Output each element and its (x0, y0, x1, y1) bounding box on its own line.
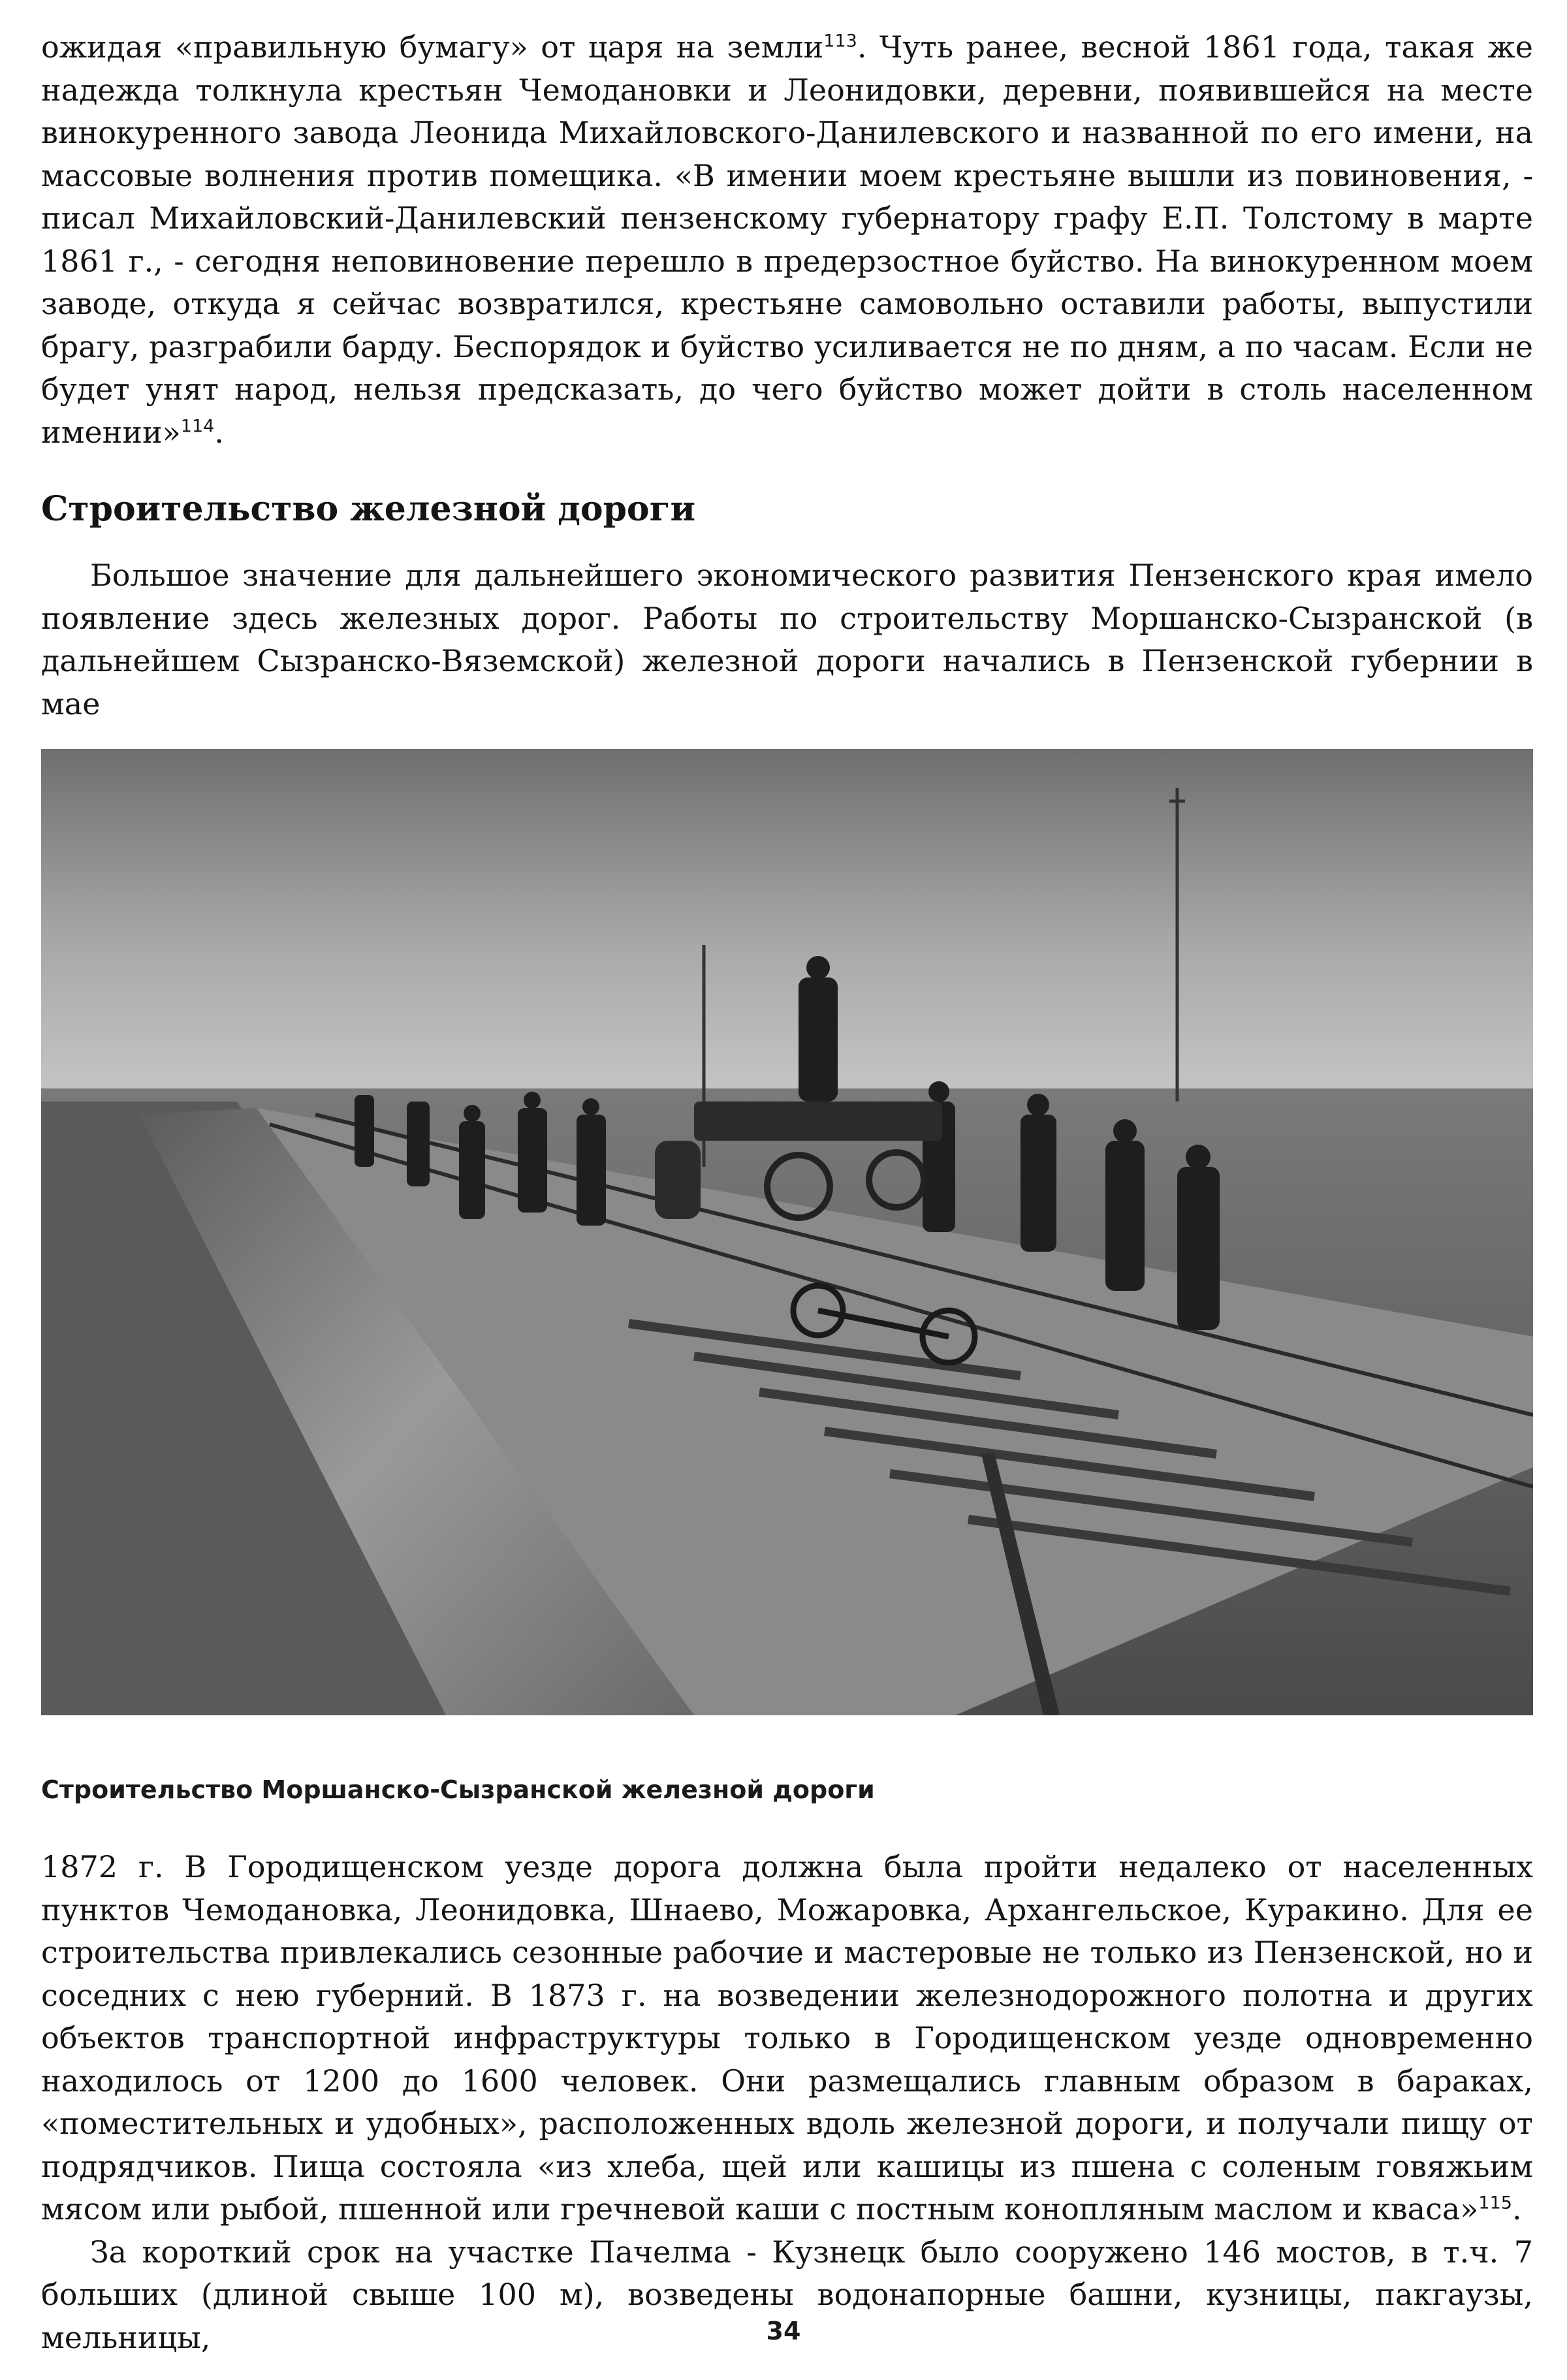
section-heading: Строительство железной дороги (41, 489, 696, 529)
paragraph-text: . (1512, 2191, 1522, 2227)
photo-caption: Строительство Моршанско-Сызранской железной дороги (41, 1775, 875, 1804)
photo-illustration (41, 749, 1533, 1715)
paragraph-text: ожидая «правильную бумагу» от царя на земли (41, 29, 824, 65)
paragraph-final: За короткий срок на участке Пачелма - Кузнецк было сооружено 146 мостов, в т.ч. 7 больших (длиной свыше 100 м), возведены водонапорные башни, кузницы, пакгаузы, мельницы, (41, 2234, 1533, 2355)
footnote-ref[interactable]: 115 (1478, 2193, 1512, 2213)
paragraph-after-photo (41, 1846, 1533, 2231)
paragraph-intro: Большое значение для дальнейшего экономического развития Пензенского края имело появление здесь железных дорог. Работы по строительству Моршанско-Сызранской (в дальнейшем Сызранско-Вяземской) железной дороги начались в Пензенской губернии в мае (41, 558, 1533, 722)
page-number: 34 (766, 2317, 801, 2345)
railway-construction-photo (41, 749, 1533, 1715)
footnote-ref[interactable]: 114 (180, 416, 215, 437)
photo-sky (41, 749, 1533, 1102)
paragraph-text: . Чуть ранее, весной 1861 года, такая же надежда толкнула крестьян Чемодановки и Леонидовки, деревни, появившейся на месте винокуренного завода Леонида Михайловского-Данилевского и названной по его имени, на массовые волнения против помещика. «В имении моем крестьяне вышли из повиновения, - писал Михайловский-Данилевский пензенскому губернатору графу Е.П. Толстому в марте 1861 г., - сегодня неповиновение перешло в предерзостное буйство. На винокуренном моем заводе, откуда я сейчас возвратился, крестьяне самовольно оставили работы, выпустили брагу, разграбили барду. Беспорядок и буйство усиливается не по дням, а по часам. Если не будет унят народ, нельзя предсказать, до чего буйство может дойти в столь населенном имении» (41, 29, 1533, 450)
paragraph-text: 1872 г. В Городищенском уезде дорога должна была пройти недалеко от населенных пунктов Чемодановка, Леонидовка, Шнаево, Можаровка, Архангельское, Куракино. Для ее строительства привлекались сезонные рабочие и мастеровые не только из Пензенской, но и соседних с нею губерний. В 1873 г. на возведении железнодорожного полотна и других объектов транспортной инфраструктуры только в Городищенском уезде одновременно находилось от 1200 до 1600 человек. Они размещались главным образом в бараках, «поместительных и удобных», расположенных вдоль железной дороги, и получали пищу от подрядчиков. Пища состояла «из хлеба, щей или кашицы из пшена с соленым говяжьим мясом или рыбой, пшенной или гречневой каши с постным конопляным маслом и кваса» (41, 1849, 1533, 2227)
paragraph-text: . (214, 414, 224, 450)
paragraph-top (41, 26, 1533, 454)
footnote-ref[interactable]: 113 (823, 31, 857, 52)
page-content (41, 26, 1533, 2359)
